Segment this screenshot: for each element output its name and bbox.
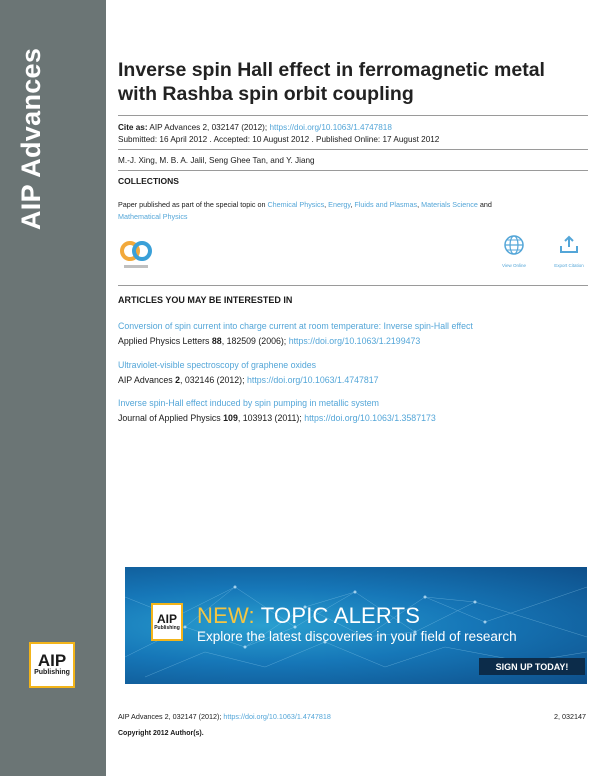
export-citation-label: Export Citation [554,263,584,268]
divider [118,285,588,286]
article-title: Inverse spin Hall effect in ferromagnetic metal with Rashba spin orbit coupling [118,59,545,105]
pages-year: , 032146 (2012); [179,375,245,385]
related-article-title-link[interactable]: Inverse spin-Hall effect induced by spin pumping in metallic system [118,398,379,408]
journal-name: AIP Advances [118,375,173,385]
journal-name: Journal of Applied Physics [118,413,221,423]
banner-headline-new: NEW: [197,603,255,628]
topic-link-fluids-plasmas[interactable]: Fluids and Plasmas [354,200,418,209]
banner-subline: Explore the latest discoveries in your field of research [197,629,517,644]
journal-name: Applied Physics Letters [118,336,210,346]
aip-publishing-logo[interactable] [29,642,75,688]
authors-line: M.-J. Xing, M. B. A. Jalil, Seng Ghee Tan, and Y. Jiang [118,156,315,165]
special-topic-prefix: Paper published as part of the special topic on [118,200,266,209]
logo-big-text: AIP [37,651,67,670]
special-topic-text [118,199,583,223]
related-article-citation [118,334,588,349]
banner-aip-logo [151,603,183,641]
related-article-title-link[interactable]: Ultraviolet-visible spectroscopy of graphene oxides [118,360,317,370]
cite-line [118,122,392,133]
cite-text: AIP Advances 2, 032147 (2012); [149,123,268,132]
page-footer [118,712,588,721]
cite-label: Cite as: [118,123,148,132]
separator: , [350,200,355,209]
doi-link[interactable]: https://doi.org/10.1063/1.4747817 [247,375,379,385]
banner-logo-big-text: AIP [156,612,177,626]
banner-headline-text: TOPIC ALERTS [260,603,421,628]
related-article [118,396,588,426]
divider [118,115,588,116]
volume: 88 [211,336,222,346]
footer-page-number: 2, 032147 [554,712,586,721]
journal-name: AIP Advances [16,47,46,230]
topic-link-energy[interactable]: Energy [328,200,351,209]
volume: 109 [223,413,238,423]
crossmark-icon[interactable] [118,238,154,272]
related-article-title-link[interactable]: Conversion of spin current into charge current at room temperature: Inverse spin-Hall effect [118,321,473,331]
view-online-button[interactable] [499,234,529,272]
related-article-citation [118,373,588,388]
related-article-citation [118,411,588,426]
separator: , [417,200,422,209]
volume: 2 [175,375,180,385]
doi-link[interactable]: https://doi.org/10.1063/1.2199473 [288,336,421,346]
banner-logo-small-text: Publishing [154,625,180,631]
pages-year: , 103913 (2011); [237,413,302,423]
related-article [118,358,588,388]
dates-line: Submitted: 16 April 2012 . Accepted: 10 August 2012 . Published Online: 17 August 2012 [118,135,440,144]
separator: , [324,200,329,209]
journal-sidebar [0,0,106,776]
topic-alerts-banner[interactable] [125,567,587,684]
logo-small-text: Publishing [34,669,70,676]
divider [118,149,588,150]
export-citation-button[interactable] [554,234,584,272]
doi-link[interactable]: https://doi.org/10.1063/1.3587173 [304,413,436,423]
globe-icon [503,234,525,256]
footer-doi-link[interactable]: https://doi.org/10.1063/1.4747818 [223,712,331,721]
topic-link-mathematical-physics[interactable]: Mathematical Physics [118,212,188,221]
banner-headline [197,603,420,629]
topic-link-chemical-physics[interactable]: Chemical Physics [267,200,325,209]
collections-heading: COLLECTIONS [118,176,179,186]
view-online-label: View Online [502,263,526,268]
separator: and [477,200,492,209]
pages-year: , 182509 (2006); [221,336,287,346]
related-articles-heading: ARTICLES YOU MAY BE INTERESTED IN [118,295,293,305]
cite-doi-link[interactable]: https://doi.org/10.1063/1.4747818 [269,123,392,132]
divider [118,170,588,171]
topic-link-materials-science[interactable]: Materials Science [421,200,478,209]
sign-up-button[interactable]: SIGN UP TODAY! [479,658,585,675]
related-article [118,319,588,349]
copyright-notice: Copyright 2012 Author(s). [118,730,204,737]
footer-citation: AIP Advances 2, 032147 (2012); [118,712,222,721]
export-icon [558,234,580,256]
